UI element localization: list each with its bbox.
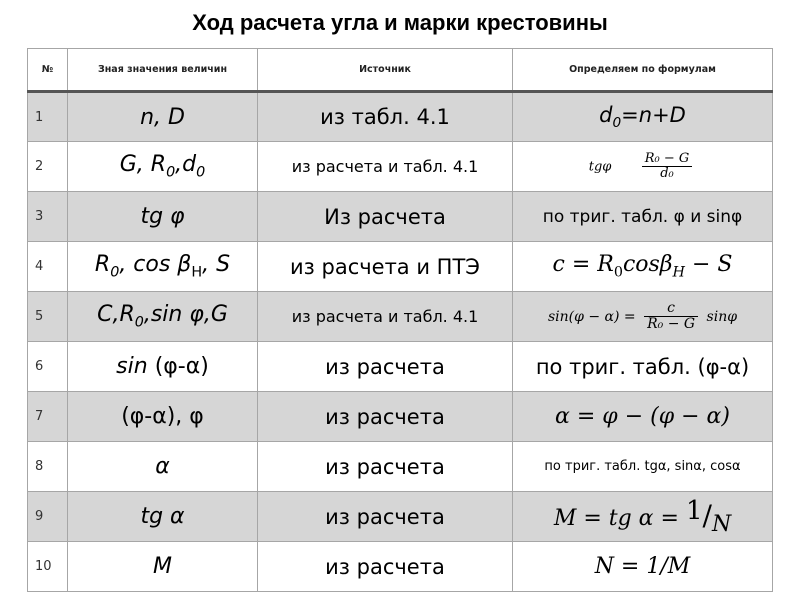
table-row bbox=[28, 292, 773, 342]
header-number: № bbox=[28, 49, 68, 92]
formula-slash: / bbox=[702, 499, 712, 532]
formula-lhs: sin(φ − α) = bbox=[547, 308, 636, 325]
formula-lhs: tgφ bbox=[588, 159, 612, 174]
values-subscript: 0 bbox=[166, 164, 176, 181]
known-values-cell bbox=[68, 342, 258, 392]
table-header-row bbox=[28, 49, 773, 92]
values-subscript: Н bbox=[191, 264, 203, 281]
row-number: 6 bbox=[28, 342, 68, 392]
table-row bbox=[28, 92, 773, 142]
source-cell: из расчета bbox=[258, 492, 513, 542]
known-values-cell: α bbox=[68, 442, 258, 492]
source-cell: из расчета bbox=[258, 442, 513, 492]
table-row bbox=[28, 442, 773, 492]
row-number: 8 bbox=[28, 442, 68, 492]
values-part: ,sin φ,G bbox=[143, 302, 228, 328]
formula-symbol: d bbox=[599, 102, 613, 127]
formula-cell bbox=[513, 492, 773, 542]
known-values-cell bbox=[68, 142, 258, 192]
values-part: ,d bbox=[175, 152, 197, 178]
page-title: Ход расчета угла и марки крестовины bbox=[192, 10, 608, 35]
formula-cell: по триг. табл. (φ-α) bbox=[513, 342, 773, 392]
formula-cell bbox=[513, 142, 773, 192]
row-number: 3 bbox=[28, 192, 68, 242]
formula-cell: N = 1/M bbox=[513, 542, 773, 592]
table-row bbox=[28, 492, 773, 542]
known-values-cell: n, D bbox=[68, 92, 258, 142]
row-number: 9 bbox=[28, 492, 68, 542]
source-cell: из расчета и табл. 4.1 bbox=[258, 142, 513, 192]
values-subscript: 0 bbox=[110, 264, 120, 281]
formula-cell: по триг. табл. φ и sinφ bbox=[513, 192, 773, 242]
formula-cell: по триг. табл. tgα, sinα, cosα bbox=[513, 442, 773, 492]
row-number: 1 bbox=[28, 92, 68, 142]
source-cell: из расчета bbox=[258, 342, 513, 392]
source-cell: из расчета и табл. 4.1 bbox=[258, 292, 513, 342]
values-part: R bbox=[94, 252, 111, 278]
formula-part: M = tg α = bbox=[553, 506, 686, 531]
formula-cell bbox=[513, 92, 773, 142]
formula-subscript: 0 bbox=[612, 115, 622, 132]
table-row bbox=[28, 192, 773, 242]
values-part: G, R bbox=[119, 152, 167, 178]
known-values-cell bbox=[68, 292, 258, 342]
table-row bbox=[28, 342, 773, 392]
formula-cell bbox=[513, 292, 773, 342]
header-source: Источник bbox=[258, 49, 513, 92]
formula-subscript: N bbox=[711, 512, 732, 537]
source-cell: из табл. 4.1 bbox=[258, 92, 513, 142]
known-values-cell: (φ-α), φ bbox=[68, 392, 258, 442]
row-number: 7 bbox=[28, 392, 68, 442]
values-part: , S bbox=[202, 252, 231, 278]
known-values-cell: M bbox=[68, 542, 258, 592]
header-formulas: Определяем по формулам bbox=[513, 49, 773, 92]
formula-cell: α = φ − (φ − α) bbox=[513, 392, 773, 442]
formula-subscript: H bbox=[672, 264, 685, 281]
source-cell: из расчета bbox=[258, 392, 513, 442]
formula-cell bbox=[513, 242, 773, 292]
known-values-cell: tg α bbox=[68, 492, 258, 542]
formula-superscript: 1 bbox=[685, 496, 703, 526]
fraction-numerator: c bbox=[644, 301, 698, 317]
row-number: 4 bbox=[28, 242, 68, 292]
table-row bbox=[28, 392, 773, 442]
formula-rest: =n+D bbox=[621, 102, 686, 127]
known-values-cell bbox=[68, 242, 258, 292]
calculation-table bbox=[27, 48, 773, 592]
table-row bbox=[28, 242, 773, 292]
source-cell: Из расчета bbox=[258, 192, 513, 242]
header-known-values: Зная значения величин bbox=[68, 49, 258, 92]
formula-part: cosβ bbox=[622, 252, 673, 278]
values-part: sin bbox=[116, 354, 148, 379]
source-cell: из расчета и ПТЭ bbox=[258, 242, 513, 292]
formula-fraction bbox=[642, 152, 693, 182]
fraction-denominator: R₀ − G bbox=[647, 316, 696, 332]
formula-subscript: 0 bbox=[613, 264, 623, 281]
formula-part: c = R bbox=[552, 252, 614, 278]
values-part: (φ-α) bbox=[147, 354, 209, 379]
table-row bbox=[28, 142, 773, 192]
values-subscript: 0 bbox=[134, 314, 144, 331]
values-part: C,R bbox=[97, 302, 135, 328]
row-number: 2 bbox=[28, 142, 68, 192]
values-subscript: 0 bbox=[196, 164, 206, 181]
values-part: , cos β bbox=[119, 252, 192, 278]
row-number: 10 bbox=[28, 542, 68, 592]
row-number: 5 bbox=[28, 292, 68, 342]
source-cell: из расчета bbox=[258, 542, 513, 592]
formula-rhs: sinφ bbox=[706, 308, 738, 325]
formula-fraction bbox=[644, 301, 698, 333]
table-row bbox=[28, 542, 773, 592]
formula-part: − S bbox=[684, 252, 733, 278]
known-values-cell: tg φ bbox=[68, 192, 258, 242]
fraction-numerator: R₀ − G bbox=[642, 152, 693, 167]
fraction-denominator: d₀ bbox=[660, 166, 674, 181]
